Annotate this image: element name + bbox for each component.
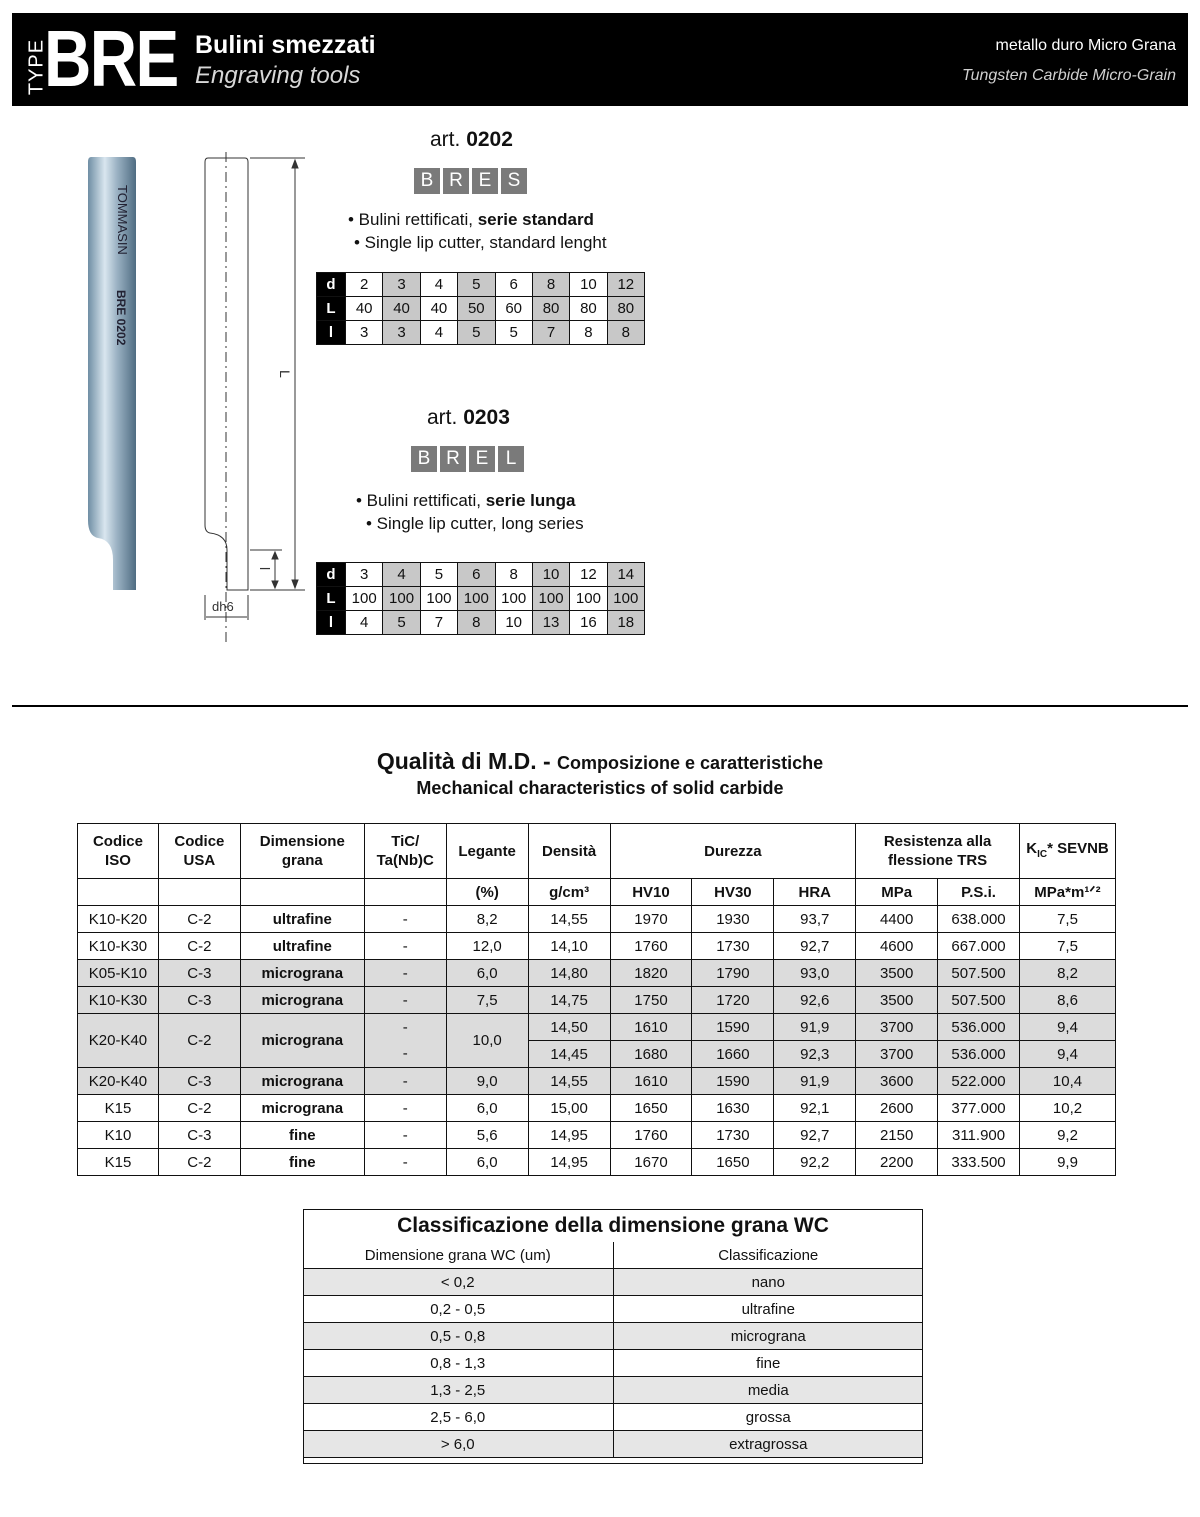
quality-cell: 1660 xyxy=(692,1041,774,1068)
quality-title-en: Mechanical characteristics of solid carbide xyxy=(416,778,784,798)
quality-cell: C-3 xyxy=(158,987,240,1014)
quality-cell: 1630 xyxy=(692,1095,774,1122)
size-cell: 10 xyxy=(495,611,532,635)
quality-cell: fine xyxy=(240,1149,364,1176)
grain-class: nano xyxy=(613,1269,923,1296)
quality-cell: 1650 xyxy=(692,1149,774,1176)
quality-row xyxy=(78,960,1116,987)
quality-cell: 3500 xyxy=(856,987,938,1014)
classification-row xyxy=(303,1323,923,1350)
quality-row xyxy=(78,906,1116,933)
quality-cell: 9,4 xyxy=(1020,1041,1116,1068)
quality-cell: 14,80 xyxy=(528,960,610,987)
size-cell: 5 xyxy=(383,611,420,635)
material-en: Tungsten Carbide Micro-Grain xyxy=(961,67,1176,84)
quality-cell: 507.500 xyxy=(938,960,1020,987)
carbide-quality-table xyxy=(77,823,1116,1176)
quality-cell: - xyxy=(364,906,446,933)
size-cell: 100 xyxy=(495,587,532,611)
quality-cell: ultrafine xyxy=(240,933,364,960)
art-0202-code xyxy=(414,168,527,194)
art-0202-title xyxy=(430,128,513,152)
quality-cell: 536.000 xyxy=(938,1041,1020,1068)
size-row-label: L xyxy=(317,297,346,321)
hdr-binder: Legante xyxy=(446,824,528,879)
unit-kic: MPa*m¹ᐟ² xyxy=(1020,879,1116,906)
art-0203-code xyxy=(411,446,524,472)
quality-cell: 1760 xyxy=(610,933,692,960)
quality-cell: 8,6 xyxy=(1020,987,1116,1014)
size-cell: 5 xyxy=(458,321,495,345)
code-letter: R xyxy=(443,168,469,194)
desc-it: • Bulini rettificati, xyxy=(356,491,486,510)
size-cell: 8 xyxy=(495,563,532,587)
quality-cell: - xyxy=(364,960,446,987)
desc-it-bold: serie standard xyxy=(477,210,594,229)
tool-drawing xyxy=(70,140,320,650)
quality-cell: 667.000 xyxy=(938,933,1020,960)
quality-cell: micrograna xyxy=(240,1095,364,1122)
hdr-iso: Codice ISO xyxy=(78,824,159,879)
code-letter: R xyxy=(440,446,466,472)
col-classification: Classificazione xyxy=(613,1242,923,1269)
art-0202-size-table xyxy=(316,272,645,345)
quality-cell: 1820 xyxy=(610,960,692,987)
size-cell: 14 xyxy=(607,563,644,587)
quality-cell: - xyxy=(364,933,446,960)
quality-row xyxy=(78,933,1116,960)
size-row xyxy=(317,611,645,635)
grain-range: 0,5 - 0,8 xyxy=(303,1323,613,1350)
quality-cell: 12,0 xyxy=(446,933,528,960)
hdr-tic: TiC/ Ta(Nb)C xyxy=(364,824,446,879)
quality-cell: micrograna xyxy=(240,1068,364,1095)
brand-text: TOMMASIN xyxy=(115,185,130,255)
size-row xyxy=(317,297,645,321)
size-cell: 10 xyxy=(570,273,607,297)
quality-cell: C-2 xyxy=(158,906,240,933)
quality-cell: 6,0 xyxy=(446,1095,528,1122)
quality-cell: 2600 xyxy=(856,1095,938,1122)
quality-cell: - xyxy=(364,1068,446,1095)
quality-cell: 92,6 xyxy=(774,987,856,1014)
quality-cell: K05-K10 xyxy=(78,960,159,987)
art-0203-size-table xyxy=(316,562,645,635)
classification-title: Classificazione della dimensione grana WC xyxy=(397,1213,829,1237)
quality-cell: 4600 xyxy=(856,933,938,960)
size-cell: 100 xyxy=(570,587,607,611)
quality-cell: 14,55 xyxy=(528,1068,610,1095)
title-it: Bulini smezzati xyxy=(195,31,376,59)
quality-cell: 377.000 xyxy=(938,1095,1020,1122)
art-number: 0203 xyxy=(463,406,510,429)
size-cell: 80 xyxy=(570,297,607,321)
quality-cell: K20-K40 xyxy=(78,1014,159,1068)
quality-cell: 15,00 xyxy=(528,1095,610,1122)
marking-text: BRE 0202 xyxy=(114,290,128,346)
size-cell: 4 xyxy=(420,321,457,345)
quality-cell: 14,55 xyxy=(528,906,610,933)
quality-cell: - xyxy=(364,1122,446,1149)
quality-cell: - xyxy=(364,1014,446,1041)
classification-row xyxy=(303,1269,923,1296)
quality-cell: 2200 xyxy=(856,1149,938,1176)
quality-cell: 3700 xyxy=(856,1041,938,1068)
unit-hra: HRA xyxy=(774,879,856,906)
quality-cell: 507.500 xyxy=(938,987,1020,1014)
quality-cell: 9,9 xyxy=(1020,1149,1116,1176)
size-cell: 3 xyxy=(346,563,383,587)
size-cell: 100 xyxy=(532,587,569,611)
quality-cell: K10 xyxy=(78,1122,159,1149)
desc-it: • Bulini rettificati, xyxy=(348,210,478,229)
quality-cell: 7,5 xyxy=(1020,933,1116,960)
size-row-label: l xyxy=(317,321,346,345)
size-cell: 100 xyxy=(420,587,457,611)
quality-cell: 1720 xyxy=(692,987,774,1014)
code-letter: E xyxy=(469,446,495,472)
quality-cell: 91,9 xyxy=(774,1068,856,1095)
product-code: BRE xyxy=(44,14,178,103)
classification-row xyxy=(303,1431,923,1458)
size-cell: 3 xyxy=(346,321,383,345)
size-row xyxy=(317,321,645,345)
quality-cell: 1610 xyxy=(610,1068,692,1095)
quality-title-main: Qualità di M.D. - xyxy=(376,748,558,774)
hdr-density: Densità xyxy=(528,824,610,879)
quality-cell: C-3 xyxy=(158,960,240,987)
grain-range: 2,5 - 6,0 xyxy=(303,1404,613,1431)
unit-psi: P.S.i. xyxy=(938,879,1020,906)
grain-class: extragrossa xyxy=(613,1431,923,1458)
grain-range: 0,8 - 1,3 xyxy=(303,1350,613,1377)
art-prefix: art. xyxy=(430,128,461,151)
quality-title xyxy=(0,748,1200,775)
quality-cell: 4400 xyxy=(856,906,938,933)
quality-cell: 14,10 xyxy=(528,933,610,960)
type-label: TYPE xyxy=(25,38,48,96)
grain-class: micrograna xyxy=(613,1323,923,1350)
quality-cell: C-2 xyxy=(158,1014,240,1068)
quality-cell: 7,5 xyxy=(446,987,528,1014)
quality-cell: 1590 xyxy=(692,1068,774,1095)
code-letter: E xyxy=(472,168,498,194)
quality-cell: 5,6 xyxy=(446,1122,528,1149)
quality-cell: 9,2 xyxy=(1020,1122,1116,1149)
quality-cell: 92,2 xyxy=(774,1149,856,1176)
col-grain-size: Dimensione grana WC (um) xyxy=(303,1242,613,1269)
quality-cell: micrograna xyxy=(240,987,364,1014)
size-cell: 60 xyxy=(495,297,532,321)
quality-cell: 7,5 xyxy=(1020,906,1116,933)
size-row xyxy=(317,563,645,587)
size-cell: 4 xyxy=(346,611,383,635)
quality-cell: 522.000 xyxy=(938,1068,1020,1095)
quality-cell: 536.000 xyxy=(938,1014,1020,1041)
quality-cell: 92,7 xyxy=(774,1122,856,1149)
size-cell: 5 xyxy=(495,321,532,345)
classification-row xyxy=(303,1296,923,1323)
hdr-usa: Codice USA xyxy=(158,824,240,879)
quality-cell: - xyxy=(364,1041,446,1068)
size-cell: 2 xyxy=(346,273,383,297)
dim-dh6-label: dh6 xyxy=(212,599,234,614)
hdr-trs: Resistenza alla flessione TRS xyxy=(856,824,1020,879)
art-0202-desc xyxy=(348,208,607,254)
classification-row xyxy=(303,1404,923,1431)
size-cell: 100 xyxy=(383,587,420,611)
size-cell: 50 xyxy=(458,297,495,321)
quality-cell: 311.900 xyxy=(938,1122,1020,1149)
quality-row xyxy=(78,1149,1116,1176)
size-cell: 10 xyxy=(532,563,569,587)
quality-cell: 638.000 xyxy=(938,906,1020,933)
size-cell: 80 xyxy=(532,297,569,321)
quality-cell: K10-K20 xyxy=(78,906,159,933)
quality-cell: 1680 xyxy=(610,1041,692,1068)
quality-cell: 1760 xyxy=(610,1122,692,1149)
quality-cell: 14,45 xyxy=(528,1041,610,1068)
quality-row xyxy=(78,1122,1116,1149)
dim-L-label: L xyxy=(277,370,293,378)
dim-l-label: l xyxy=(257,567,273,571)
desc-it-bold: serie lunga xyxy=(485,491,576,510)
size-cell: 3 xyxy=(383,321,420,345)
grain-class: fine xyxy=(613,1350,923,1377)
quality-cell: K15 xyxy=(78,1149,159,1176)
quality-cell: 1730 xyxy=(692,1122,774,1149)
size-cell: 5 xyxy=(458,273,495,297)
desc-en: • Single lip cutter, standard lenght xyxy=(354,233,607,252)
quality-cell: 1730 xyxy=(692,933,774,960)
size-row-label: d xyxy=(317,273,346,297)
code-letter: L xyxy=(498,446,524,472)
grain-class: grossa xyxy=(613,1404,923,1431)
size-cell: 18 xyxy=(607,611,644,635)
art-0203-desc xyxy=(356,489,584,535)
size-cell: 8 xyxy=(570,321,607,345)
quality-cell: 14,95 xyxy=(528,1122,610,1149)
art-number: 0202 xyxy=(466,128,513,151)
quality-row xyxy=(78,1095,1116,1122)
size-row-label: L xyxy=(317,587,346,611)
grain-classification-table xyxy=(303,1209,923,1458)
quality-cell: 1670 xyxy=(610,1149,692,1176)
quality-cell: 93,0 xyxy=(774,960,856,987)
quality-cell: 92,7 xyxy=(774,933,856,960)
code-letter: S xyxy=(501,168,527,194)
quality-cell: 8,2 xyxy=(1020,960,1116,987)
size-cell: 100 xyxy=(607,587,644,611)
quality-cell: 10,4 xyxy=(1020,1068,1116,1095)
art-prefix: art. xyxy=(427,406,458,429)
quality-cell: C-2 xyxy=(158,1095,240,1122)
size-cell: 7 xyxy=(532,321,569,345)
unit-density: g/cm³ xyxy=(528,879,610,906)
classification-row xyxy=(303,1350,923,1377)
quality-cell: 8,2 xyxy=(446,906,528,933)
header-bar xyxy=(12,13,1188,106)
unit-hv10: HV10 xyxy=(610,879,692,906)
size-cell: 16 xyxy=(570,611,607,635)
quality-cell: micrograna xyxy=(240,960,364,987)
grain-range: 0,2 - 0,5 xyxy=(303,1296,613,1323)
quality-cell: C-2 xyxy=(158,1149,240,1176)
section-divider xyxy=(12,705,1188,707)
quality-cell: C-3 xyxy=(158,1122,240,1149)
size-row xyxy=(317,587,645,611)
size-cell: 5 xyxy=(420,563,457,587)
size-cell: 12 xyxy=(570,563,607,587)
quality-cell: fine xyxy=(240,1122,364,1149)
quality-cell: 1750 xyxy=(610,987,692,1014)
quality-cell: 1930 xyxy=(692,906,774,933)
quality-cell: 3600 xyxy=(856,1068,938,1095)
hdr-kic: $K_{IC}*$ SEVNB xyxy=(1020,824,1116,879)
size-cell: 6 xyxy=(458,563,495,587)
quality-cell: 14,50 xyxy=(528,1014,610,1041)
size-cell: 40 xyxy=(420,297,457,321)
quality-row xyxy=(78,1014,1116,1041)
size-cell: 8 xyxy=(532,273,569,297)
art-0203-title xyxy=(427,406,510,430)
quality-cell: 14,95 xyxy=(528,1149,610,1176)
size-cell: 100 xyxy=(346,587,383,611)
quality-cell: 1970 xyxy=(610,906,692,933)
quality-row xyxy=(78,1068,1116,1095)
quality-cell: 9,4 xyxy=(1020,1014,1116,1041)
quality-cell: 9,0 xyxy=(446,1068,528,1095)
quality-cell: - xyxy=(364,987,446,1014)
unit-hv30: HV30 xyxy=(692,879,774,906)
quality-cell: 1790 xyxy=(692,960,774,987)
quality-cell: - xyxy=(364,1149,446,1176)
code-letter: B xyxy=(414,168,440,194)
quality-cell: 1610 xyxy=(610,1014,692,1041)
size-cell: 13 xyxy=(532,611,569,635)
quality-cell: K10-K30 xyxy=(78,933,159,960)
size-cell: 40 xyxy=(383,297,420,321)
quality-cell: K15 xyxy=(78,1095,159,1122)
size-cell: 6 xyxy=(495,273,532,297)
size-cell: 100 xyxy=(458,587,495,611)
size-cell: 4 xyxy=(383,563,420,587)
quality-cell: 1590 xyxy=(692,1014,774,1041)
code-letter: B xyxy=(411,446,437,472)
size-cell: 4 xyxy=(420,273,457,297)
quality-cell: micrograna xyxy=(240,1014,364,1068)
quality-cell: 10,2 xyxy=(1020,1095,1116,1122)
grain-class: media xyxy=(613,1377,923,1404)
quality-cell: 92,3 xyxy=(774,1041,856,1068)
size-cell: 40 xyxy=(346,297,383,321)
quality-cell: C-3 xyxy=(158,1068,240,1095)
size-cell: 8 xyxy=(458,611,495,635)
unit-binder: (%) xyxy=(446,879,528,906)
quality-cell: 333.500 xyxy=(938,1149,1020,1176)
quality-cell: ultrafine xyxy=(240,906,364,933)
size-cell: 80 xyxy=(607,297,644,321)
size-cell: 7 xyxy=(420,611,457,635)
quality-cell: 10,0 xyxy=(446,1014,528,1068)
hdr-hardness: Durezza xyxy=(610,824,856,879)
quality-cell: 3700 xyxy=(856,1014,938,1041)
quality-cell: C-2 xyxy=(158,933,240,960)
quality-cell: 92,1 xyxy=(774,1095,856,1122)
size-row-label: d xyxy=(317,563,346,587)
size-cell: 12 xyxy=(607,273,644,297)
size-cell: 8 xyxy=(607,321,644,345)
quality-cell: - xyxy=(364,1095,446,1122)
quality-cell: 6,0 xyxy=(446,1149,528,1176)
quality-cell: 93,7 xyxy=(774,906,856,933)
quality-cell: K10-K30 xyxy=(78,987,159,1014)
quality-cell: 6,0 xyxy=(446,960,528,987)
classification-row xyxy=(303,1377,923,1404)
desc-en: • Single lip cutter, long series xyxy=(366,514,584,533)
grain-range: 1,3 - 2,5 xyxy=(303,1377,613,1404)
quality-cell: 1650 xyxy=(610,1095,692,1122)
unit-mpa: MPa xyxy=(856,879,938,906)
quality-cell: 14,75 xyxy=(528,987,610,1014)
quality-cell: K20-K40 xyxy=(78,1068,159,1095)
hdr-grain: Dimensione grana xyxy=(240,824,364,879)
size-row xyxy=(317,273,645,297)
quality-cell: 3500 xyxy=(856,960,938,987)
grain-class: ultrafine xyxy=(613,1296,923,1323)
material-it: metallo duro Micro Grana xyxy=(995,37,1176,54)
title-en: Engraving tools xyxy=(195,62,361,89)
quality-row xyxy=(78,987,1116,1014)
grain-range: > 6,0 xyxy=(303,1431,613,1458)
size-cell: 3 xyxy=(383,273,420,297)
quality-cell: 91,9 xyxy=(774,1014,856,1041)
quality-cell: 2150 xyxy=(856,1122,938,1149)
quality-title-sub: Composizione e caratteristiche xyxy=(557,753,824,773)
grain-range: < 0,2 xyxy=(303,1269,613,1296)
size-row-label: l xyxy=(317,611,346,635)
